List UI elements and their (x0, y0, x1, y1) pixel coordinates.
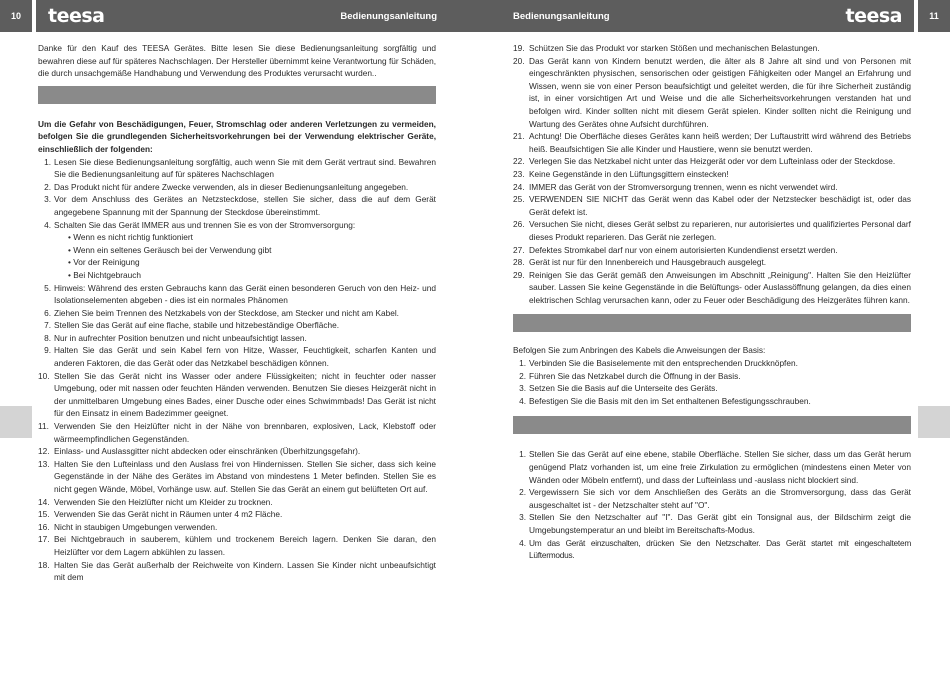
list-item: 2. Vergewissern Sie sich vor dem Anschließen des Geräts an die Stromversorgung, dass das Gerät ausgeschaltet ist - der Netzschalter steht auf "O". (519, 487, 911, 510)
sub-list (68, 231, 436, 281)
section-bar-safety (38, 86, 436, 104)
list-item: 24. IMMER das Gerät von der Stromversorgung trennen, wenn es nicht verwendet wird. (513, 181, 838, 192)
list-item: 8. Nur in aufrechter Position benutzen und nicht unbeaufsichtigt lassen. (44, 332, 307, 343)
list-item: 9. Halten Sie das Gerät und sein Kabel fern von Hitze, Wasser, Feuchtigkeit, scharfen Kanten und anderen Faktoren, die das Gerät oder das Netzkabel beschädigen können. (44, 345, 436, 369)
header-title-left: Bedienungsanleitung (340, 10, 437, 22)
page-number-left: 10 (0, 0, 32, 32)
list-item: 10. Stellen Sie das Gerät nicht ins Wasser oder andere Flüssigkeiten; nicht in feuchter oder nasser Umgebung, oder mit nassen oder feuchten Händen verwenden. Benutzen Sie dieses Heizgerät nicht in der unmittelbaren Umgebung eines Bades, einer Dusche oder eines Schwimmbads! Das Gerät ist nicht für den Einsatz in einem Badezimmer geeignet. (38, 370, 436, 419)
list-item: 26. Versuchen Sie nicht, dieses Gerät selbst zu reparieren, nur autorisiertes und qualifiziertes Personal darf dieses Produkt reparieren. Das Gerät nie zerlegen. (513, 219, 911, 242)
right-column (513, 42, 911, 562)
safety-warning: Um die Gefahr von Beschädigungen, Feuer, Stromschlag oder anderen Verletzungen zu vermeiden, befolgen Sie die grundlegenden Sicherheitsvorkehrungen bei der Verwendung elektrischer Geräte, einschließlich der folgenden: (38, 118, 436, 154)
header-bar-right (475, 0, 914, 32)
section-bar-assembly (513, 314, 911, 332)
list-item: 4. Befestigen Sie die Basis mit den im Set enthaltenen Befestigungsschrauben. (519, 395, 811, 406)
list-item: 19. Schützen Sie das Produkt vor starken Stößen und mechanischen Belastungen. (513, 43, 820, 53)
list-item: 3. Setzen Sie die Basis auf die Unterseite des Geräts. (519, 383, 718, 394)
list-item: 28. Gerät ist nur für den Innenbereich und Hausgebrauch ausgelegt. (513, 257, 767, 268)
list-item: 2. Das Produkt nicht für andere Zwecke verwenden, als in dieser Bedienungsanleitung angegeben. (44, 181, 409, 192)
list-item: 17. Bei Nichtgebrauch in sauberem, kühlem und trockenem Bereich lagern. Denken Sie daran, den Heizlüfter vor dem Lagern abkühlen zu lassen. (38, 534, 436, 557)
use-steps (513, 448, 911, 561)
list-item: 7. Stellen Sie das Gerät auf eine flache, stabile und hitzebeständige Oberfläche. (44, 320, 340, 331)
list-item: 25. VERWENDEN SIE NICHT das Gerät wenn das Kabel oder der Netzstecker beschädigt ist, oder das Gerät defekt ist. (513, 194, 911, 217)
side-tab-right (918, 406, 950, 438)
list-item: 14. Verwenden Sie den Heizlüfter nicht um Kleider zu trocknen. (38, 496, 273, 507)
intro-paragraph: Danke für den Kauf des TEESA Gerätes. Bitte lesen Sie diese Bedienungsanleitung sorgfältig und bewahren diese auf für späteres Nachschlagen. Der Hersteller übernimmt keine Verantwortung für Schäden, die durch unsachgemäße Handhabung und Verwendung des Produktes verursacht wurden.. (38, 43, 437, 79)
sub-list-item: • Wenn ein seltenes Geräusch bei der Verwendung gibt (68, 244, 272, 255)
safety-list (38, 156, 436, 232)
list-item: 21. Achtung! Die Oberfläche dieses Gerätes kann heiß werden; Der Luftaustritt wird während des Betriebs heiß. Beaufsichtigen Sie alle Kinder und Haustiere, wenn sie benutzt werden. (513, 131, 911, 154)
header-title-right: Bedienungsanleitung (513, 10, 610, 22)
section-bar-operation (513, 416, 911, 434)
cable-intro: Befolgen Sie zum Anbringen des Kabels die Anweisungen der Basis: (513, 345, 766, 356)
list-item: 1. Verbinden Sie die Basiselemente mit den entsprechenden Druckknöpfen. (519, 358, 798, 369)
safety-list-continued (38, 282, 436, 584)
sub-list-item: • Vor der Reinigung (68, 257, 140, 268)
list-item: 15. Verwenden Sie das Gerät nicht in Räumen unter 4 m2 Fläche. (38, 509, 283, 520)
list-item: 27. Defektes Stromkabel darf nur von einem autorisierten Kundendienst ersetzt werden. (513, 244, 838, 255)
teesa-logo: teesa (845, 5, 902, 27)
list-item: 23. Keine Gegenstände in den Lüftungsgittern einstecken! (513, 168, 729, 179)
list-item: 22. Verlegen Sie das Netzkabel nicht unter das Heizgerät oder vor dem Lufteinlass oder der Steckdose. (513, 156, 896, 167)
list-item: 1. Stellen Sie das Gerät auf eine ebene, stabile Oberfläche. Stellen Sie sicher, dass um das Gerät herum genügend Platz vorhanden ist, um eine freie Zirkulation zu ermöglichen (mindestens einen Meter von Wänden oder Möbeln entfernt), und dass der Lufteinlass und -auslass nicht blockiert sind. (519, 449, 911, 485)
list-item: 5. Hinweis: Während des ersten Gebrauchs kann das Gerät einen besonderen Geruch von den Heiz- und Isolationselementen abgeben - dies ist ein normales Phänomen (44, 282, 436, 306)
list-item: 29. Reinigen Sie das Gerät gemäß den Anweisungen im Abschnitt „Reinigung". Halten Sie den Heizlüfter sauber. Lassen Sie keine Gegenstände in die Belüftungs- oder Auslassöffnung gelangen, da dies einen elektrischen Schlag verursachen kann, oder zu Feuer oder Beschädigung des Heizgerätes führen kann. (513, 269, 911, 305)
header-bar-left (36, 0, 475, 32)
list-item: 3. Stellen Sie den Netzschalter auf "I". Das Gerät gibt ein Tonsignal aus, der Bildschirm zeigt die Umgebungstemperatur an und bleibt im Bereitschafts-Modus. (519, 512, 911, 535)
safety-list-right (513, 42, 911, 306)
list-item: 3. Vor dem Anschluss des Gerätes an Netzsteckdose, stellen Sie sicher, dass die auf dem Gerät angegebene Spannung mit der Spannung der Steckdose übereinstimmt. (44, 194, 436, 217)
list-item: 1. Lesen Sie diese Bedienungsanleitung sorgfältig, auch wenn Sie mit dem Gerät vertraut sind. Bewahren Sie die Bedienungsanleitung auf für späteres Nachschlagen (44, 156, 436, 180)
list-item: 18. Halten Sie das Gerät außerhalb der Reichweite von Kindern. Lassen Sie Kinder nicht unbeaufsichtigt mit dem (38, 559, 436, 583)
list-item: 4. Schalten Sie das Gerät IMMER aus und trennen Sie es von der Stromversorgung: (44, 219, 356, 230)
sub-list-item: • Wenn es nicht richtig funktioniert (68, 232, 193, 243)
list-item: 13. Halten Sie den Lufteinlass und den Auslass frei von Hindernissen. Stellen Sie sicher, dass sich keine Gegenstände in der Nähe des Gerätes im Abstand von mindestens 1 Meter befinden. Stellen Sie es nicht gegen Wände, Möbel, Vorhänge usw. auf. Stellen Sie das Gerät an einem gut belüfteten Ort auf. (38, 458, 436, 494)
list-item: 6. Ziehen Sie beim Trennen des Netzkabels von der Steckdose, am Stecker und nicht am Kabel. (44, 307, 399, 318)
cable-steps (513, 357, 911, 407)
sub-list-item: • Bei Nichtgebrauch (68, 269, 142, 280)
list-item: 12. Einlass- und Auslassgitter nicht abdecken oder einschränken (Überhitzungsgefahr). (38, 446, 361, 457)
left-column (38, 42, 436, 584)
list-item: 2. Führen Sie das Netzkabel durch die Öffnung in der Basis. (519, 370, 741, 381)
list-item: 11. Verwenden Sie den Heizlüfter nicht in der Nähe von brennbaren, explosiven, Lack, Klebstoff oder wärmeempfindlichen Gegenständen. (38, 421, 436, 444)
side-tab-left (0, 406, 32, 438)
teesa-logo: teesa (48, 5, 105, 27)
page-number-right: 11 (918, 0, 950, 32)
list-item: 16. Nicht in staubigen Umgebungen verwenden. (38, 521, 218, 532)
list-item: 4. Um das Gerät einzuschalten, drücken Sie den Netzschalter. Das Gerät startet mit eingeschaltetem Lüftermodus. (519, 537, 911, 561)
list-item: 20. Das Gerät kann von Kindern benutzt werden, die älter als 8 Jahre alt sind und von Personen mit eingeschränkten physischen, sensorischen oder geistigen Fähigkeiten oder Mangel an Erfahrung und Wissen, wenn sie von einer Person beaufsichtigt und geleitet werden, die für ihre Sicherheit zuständig ist, in einer vorsichtigen Art und Weise und die alle Sicherheitsvorkehrungen verstanden hat und befolgen wird. Kinder sollten nicht mit diesem Gerät spielen. Kinder sollten nicht die Reinigung und Wartung des Gerätes ohne Aufsicht durchführen. (513, 55, 911, 129)
